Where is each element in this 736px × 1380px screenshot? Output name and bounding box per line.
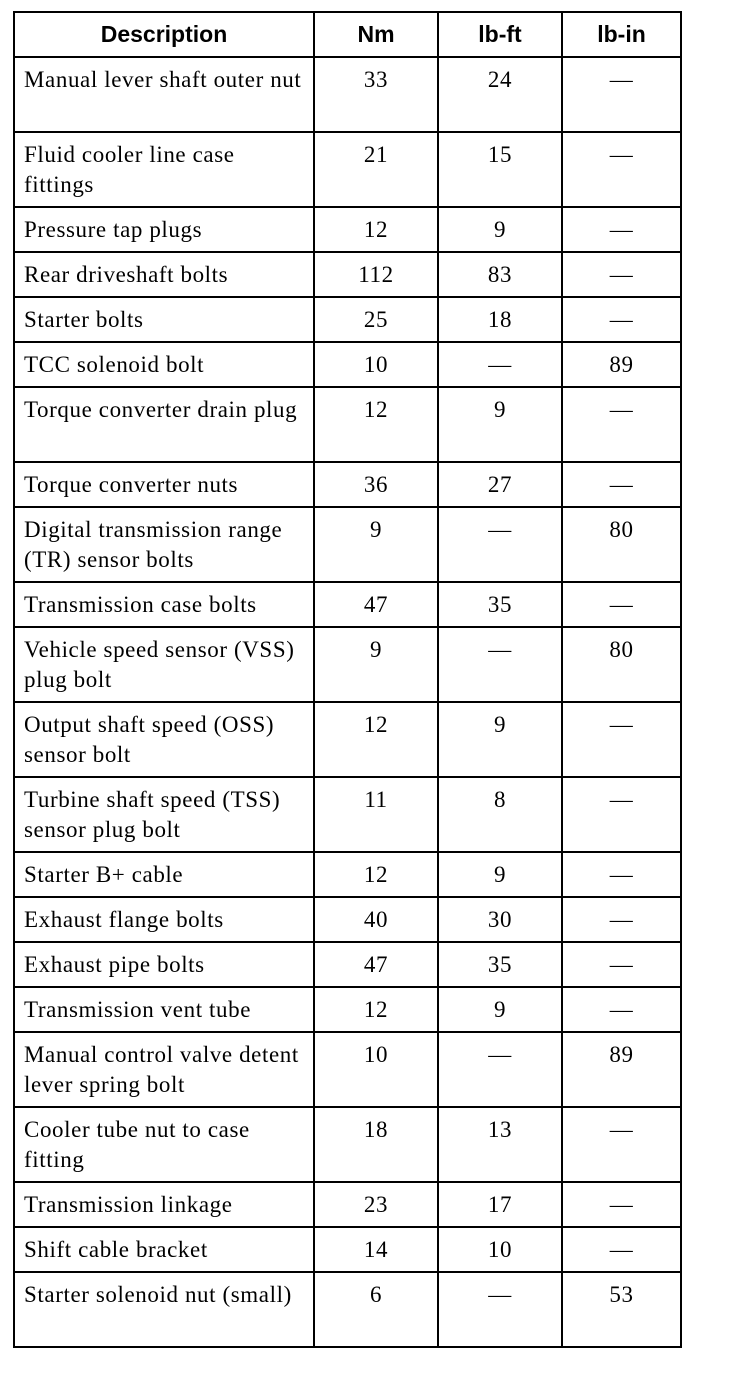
lb-ft-cell: 17 [438, 1182, 562, 1227]
table-row [14, 132, 681, 207]
lb-in-cell: — [562, 1182, 681, 1227]
description-cell: Vehicle speed sensor (VSS) plug bolt [14, 627, 314, 702]
lb-in-cell: 80 [562, 507, 681, 582]
lb-in-cell: — [562, 777, 681, 852]
description-cell: Starter B+ cable [14, 852, 314, 897]
nm-cell: 12 [314, 387, 438, 462]
table-row [14, 387, 681, 462]
description-cell: Rear driveshaft bolts [14, 252, 314, 297]
nm-cell: 6 [314, 1272, 438, 1347]
lb-in-cell: — [562, 582, 681, 627]
description-cell: Pressure tap plugs [14, 207, 314, 252]
lb-in-cell: — [562, 852, 681, 897]
description-cell: Starter solenoid nut (small) [14, 1272, 314, 1347]
table-row [14, 57, 681, 132]
lb-ft-cell: 15 [438, 132, 562, 207]
table-row [14, 1032, 681, 1107]
table-row [14, 942, 681, 987]
description-cell: Digital transmission range (TR) sensor bolts [14, 507, 314, 582]
nm-cell: 12 [314, 987, 438, 1032]
description-cell: Exhaust flange bolts [14, 897, 314, 942]
lb-in-cell: 89 [562, 1032, 681, 1107]
nm-cell: 40 [314, 897, 438, 942]
lb-ft-cell: 30 [438, 897, 562, 942]
description-cell: Shift cable bracket [14, 1227, 314, 1272]
nm-cell: 25 [314, 297, 438, 342]
lb-ft-cell: — [438, 1272, 562, 1347]
lb-in-cell: — [562, 132, 681, 207]
description-cell: Exhaust pipe bolts [14, 942, 314, 987]
header-lb-ft: lb-ft [438, 12, 562, 57]
nm-cell: 10 [314, 342, 438, 387]
table-row [14, 507, 681, 582]
lb-ft-cell: — [438, 1032, 562, 1107]
lb-in-cell: — [562, 702, 681, 777]
nm-cell: 12 [314, 852, 438, 897]
lb-in-cell: — [562, 987, 681, 1032]
nm-cell: 23 [314, 1182, 438, 1227]
lb-in-cell: — [562, 297, 681, 342]
lb-ft-cell: 18 [438, 297, 562, 342]
lb-in-cell: — [562, 57, 681, 132]
table-row [14, 1182, 681, 1227]
lb-in-cell: — [562, 1227, 681, 1272]
description-cell: Turbine shaft speed (TSS) sensor plug bolt [14, 777, 314, 852]
table-row [14, 777, 681, 852]
description-cell: Torque converter nuts [14, 462, 314, 507]
lb-ft-cell: 13 [438, 1107, 562, 1182]
lb-ft-cell: — [438, 507, 562, 582]
lb-in-cell: — [562, 207, 681, 252]
description-cell: Cooler tube nut to case fitting [14, 1107, 314, 1182]
lb-in-cell: — [562, 252, 681, 297]
header-nm: Nm [314, 12, 438, 57]
lb-ft-cell: 35 [438, 942, 562, 987]
header-description: Description [14, 12, 314, 57]
nm-cell: 47 [314, 582, 438, 627]
description-cell: Starter bolts [14, 297, 314, 342]
nm-cell: 9 [314, 507, 438, 582]
table-row [14, 462, 681, 507]
nm-cell: 18 [314, 1107, 438, 1182]
description-cell: Manual control valve detent lever spring bolt [14, 1032, 314, 1107]
lb-ft-cell: 10 [438, 1227, 562, 1272]
description-cell: TCC solenoid bolt [14, 342, 314, 387]
lb-in-cell: — [562, 942, 681, 987]
table-row [14, 342, 681, 387]
lb-ft-cell: 27 [438, 462, 562, 507]
table-row [14, 852, 681, 897]
lb-in-cell: 53 [562, 1272, 681, 1347]
lb-ft-cell: 8 [438, 777, 562, 852]
nm-cell: 14 [314, 1227, 438, 1272]
table-body [14, 57, 681, 1347]
lb-ft-cell: 83 [438, 252, 562, 297]
table-row [14, 1227, 681, 1272]
table-row [14, 1272, 681, 1347]
nm-cell: 47 [314, 942, 438, 987]
table-row [14, 252, 681, 297]
description-cell: Output shaft speed (OSS) sensor bolt [14, 702, 314, 777]
torque-spec-table [13, 11, 682, 1348]
lb-in-cell: 89 [562, 342, 681, 387]
header-row [14, 12, 681, 57]
lb-in-cell: 80 [562, 627, 681, 702]
description-cell: Transmission vent tube [14, 987, 314, 1032]
lb-ft-cell: 9 [438, 387, 562, 462]
nm-cell: 12 [314, 207, 438, 252]
lb-ft-cell: 9 [438, 207, 562, 252]
lb-ft-cell: 9 [438, 852, 562, 897]
lb-ft-cell: 9 [438, 702, 562, 777]
table-row [14, 1107, 681, 1182]
lb-in-cell: — [562, 1107, 681, 1182]
description-cell: Torque converter drain plug [14, 387, 314, 462]
lb-in-cell: — [562, 897, 681, 942]
header-lb-in: lb-in [562, 12, 681, 57]
table-row [14, 297, 681, 342]
nm-cell: 11 [314, 777, 438, 852]
nm-cell: 12 [314, 702, 438, 777]
table-row [14, 702, 681, 777]
lb-in-cell: — [562, 387, 681, 462]
table-row [14, 627, 681, 702]
description-cell: Transmission linkage [14, 1182, 314, 1227]
nm-cell: 36 [314, 462, 438, 507]
table-row [14, 582, 681, 627]
lb-ft-cell: 9 [438, 987, 562, 1032]
nm-cell: 9 [314, 627, 438, 702]
lb-ft-cell: 35 [438, 582, 562, 627]
nm-cell: 21 [314, 132, 438, 207]
lb-ft-cell: — [438, 627, 562, 702]
lb-ft-cell: 24 [438, 57, 562, 132]
table-row [14, 987, 681, 1032]
description-cell: Fluid cooler line case fittings [14, 132, 314, 207]
nm-cell: 10 [314, 1032, 438, 1107]
lb-ft-cell: — [438, 342, 562, 387]
table-row [14, 207, 681, 252]
description-cell: Transmission case bolts [14, 582, 314, 627]
description-cell: Manual lever shaft outer nut [14, 57, 314, 132]
lb-in-cell: — [562, 462, 681, 507]
nm-cell: 112 [314, 252, 438, 297]
nm-cell: 33 [314, 57, 438, 132]
table-row [14, 897, 681, 942]
